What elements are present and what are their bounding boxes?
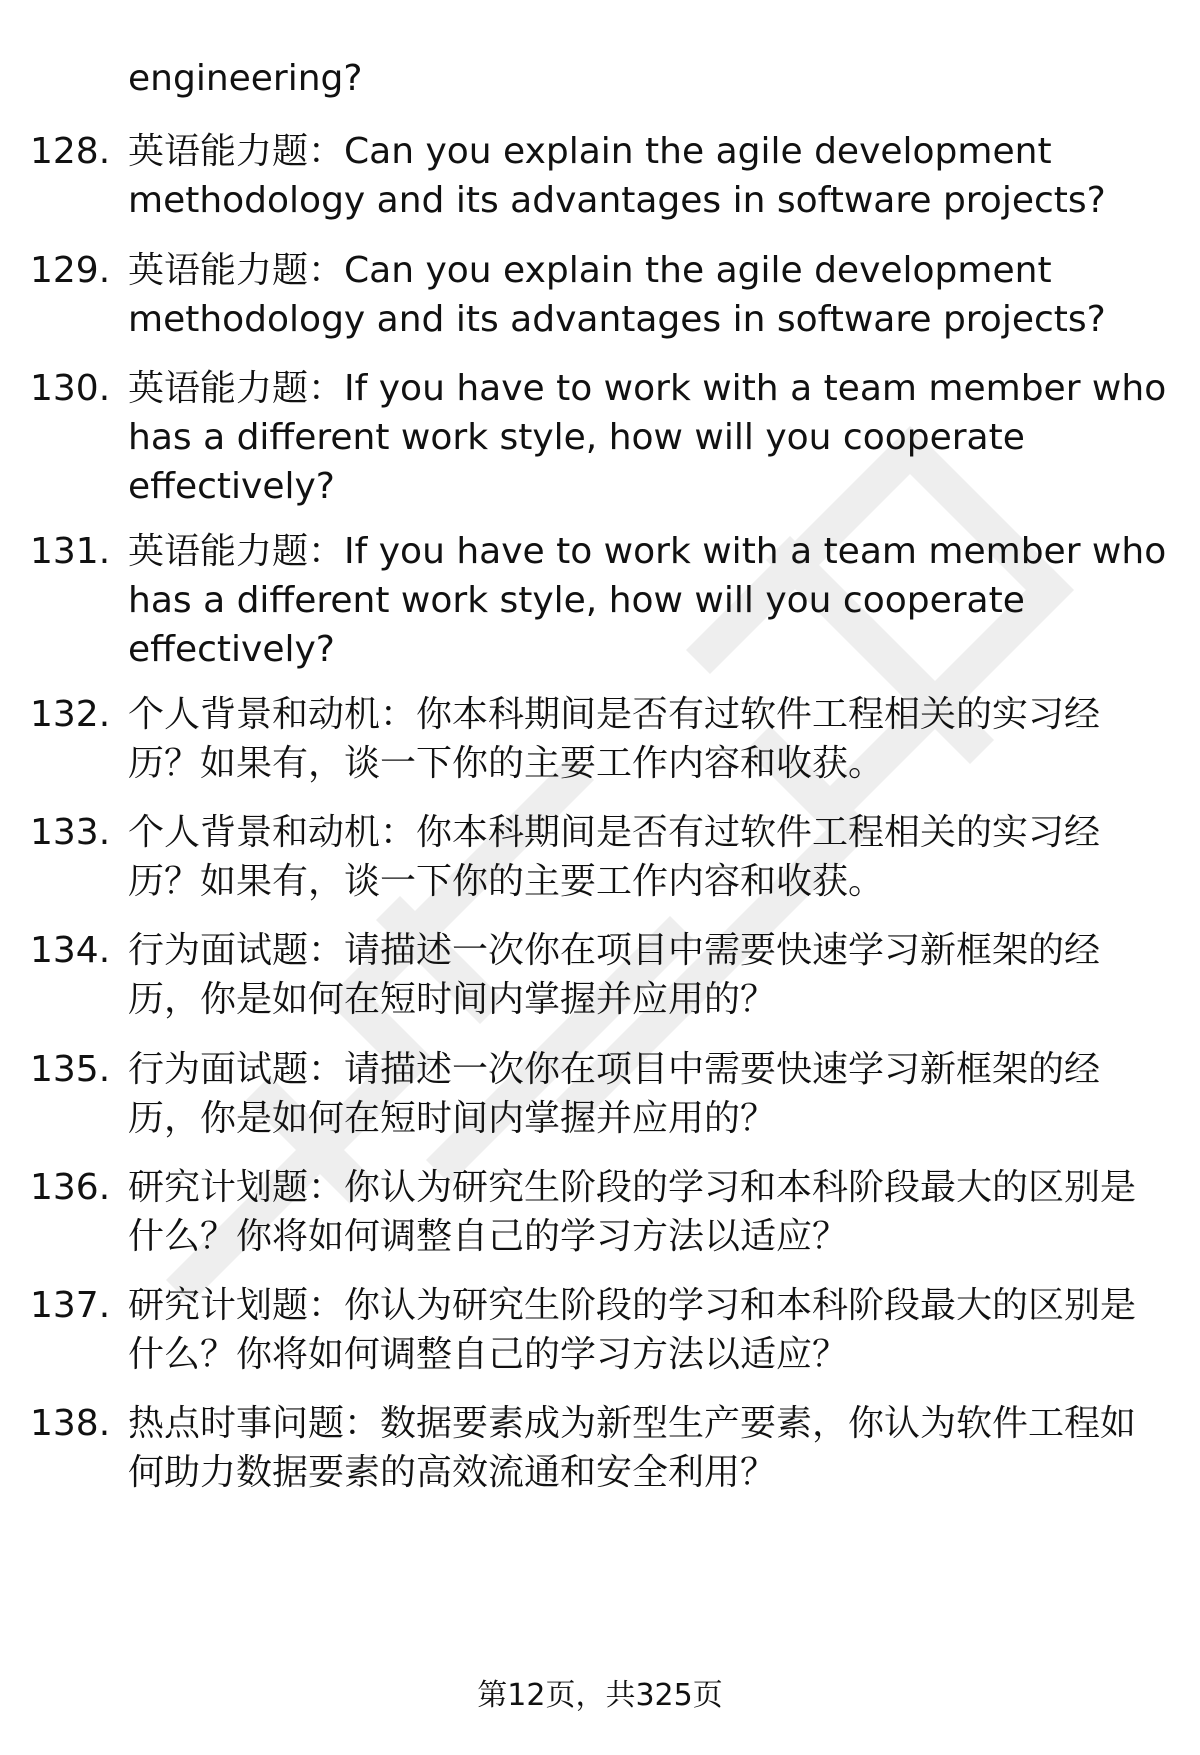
question-number: 132. bbox=[30, 694, 111, 735]
question-text: 个人背景和动机：你本科期间是否有过软件工程相关的实习经历？如果有，谈一下你的主要工作内容和收获。 bbox=[128, 812, 1101, 902]
question-text: 英语能力题：If you have to work with a team member who has a different work style, how will you cooperate effectively? bbox=[128, 531, 1167, 670]
page-footer: 第12页，共325页 bbox=[477, 1678, 723, 1713]
question-text: 行为面试题：请描述一次你在项目中需要快速学习新框架的经历，你是如何在短时间内掌握并应用的？ bbox=[128, 1049, 1101, 1139]
question-number: 133. bbox=[30, 812, 111, 853]
question-number: 130. bbox=[30, 368, 111, 409]
question-text: 研究计划题：你认为研究生阶段的学习和本科阶段最大的区别是什么？你将如何调整自己的学习方法以适应？ bbox=[128, 1285, 1137, 1375]
question-text: 研究计划题：你认为研究生阶段的学习和本科阶段最大的区别是什么？你将如何调整自己的学习方法以适应？ bbox=[128, 1167, 1137, 1257]
question-text: 热点时事问题：数据要素成为新型生产要素，你认为软件工程如何助力数据要素的高效流通和安全利用？ bbox=[128, 1403, 1137, 1493]
question-number: 128. bbox=[30, 131, 111, 172]
question-number: 138. bbox=[30, 1403, 111, 1444]
question-number: 134. bbox=[30, 930, 111, 971]
question-number: 135. bbox=[30, 1049, 111, 1090]
question-text: 英语能力题：If you have to work with a team member who has a different work style, how will you cooperate effectively? bbox=[128, 368, 1167, 507]
question-number: 131. bbox=[30, 531, 111, 572]
question-number: 137. bbox=[30, 1285, 111, 1326]
question-number: 136. bbox=[30, 1167, 111, 1208]
question-text: 英语能力题：Can you explain the agile development methodology and its advantages in software projects? bbox=[128, 250, 1106, 340]
question-number: 129. bbox=[30, 250, 111, 291]
question-text: 英语能力题：Can you explain the agile development methodology and its advantages in software projects? bbox=[128, 131, 1106, 221]
question-text: engineering? bbox=[128, 58, 363, 99]
question-text: 个人背景和动机：你本科期间是否有过软件工程相关的实习经历？如果有，谈一下你的主要工作内容和收获。 bbox=[128, 694, 1101, 784]
question-text: 行为面试题：请描述一次你在项目中需要快速学习新框架的经历，你是如何在短时间内掌握并应用的？ bbox=[128, 930, 1101, 1020]
